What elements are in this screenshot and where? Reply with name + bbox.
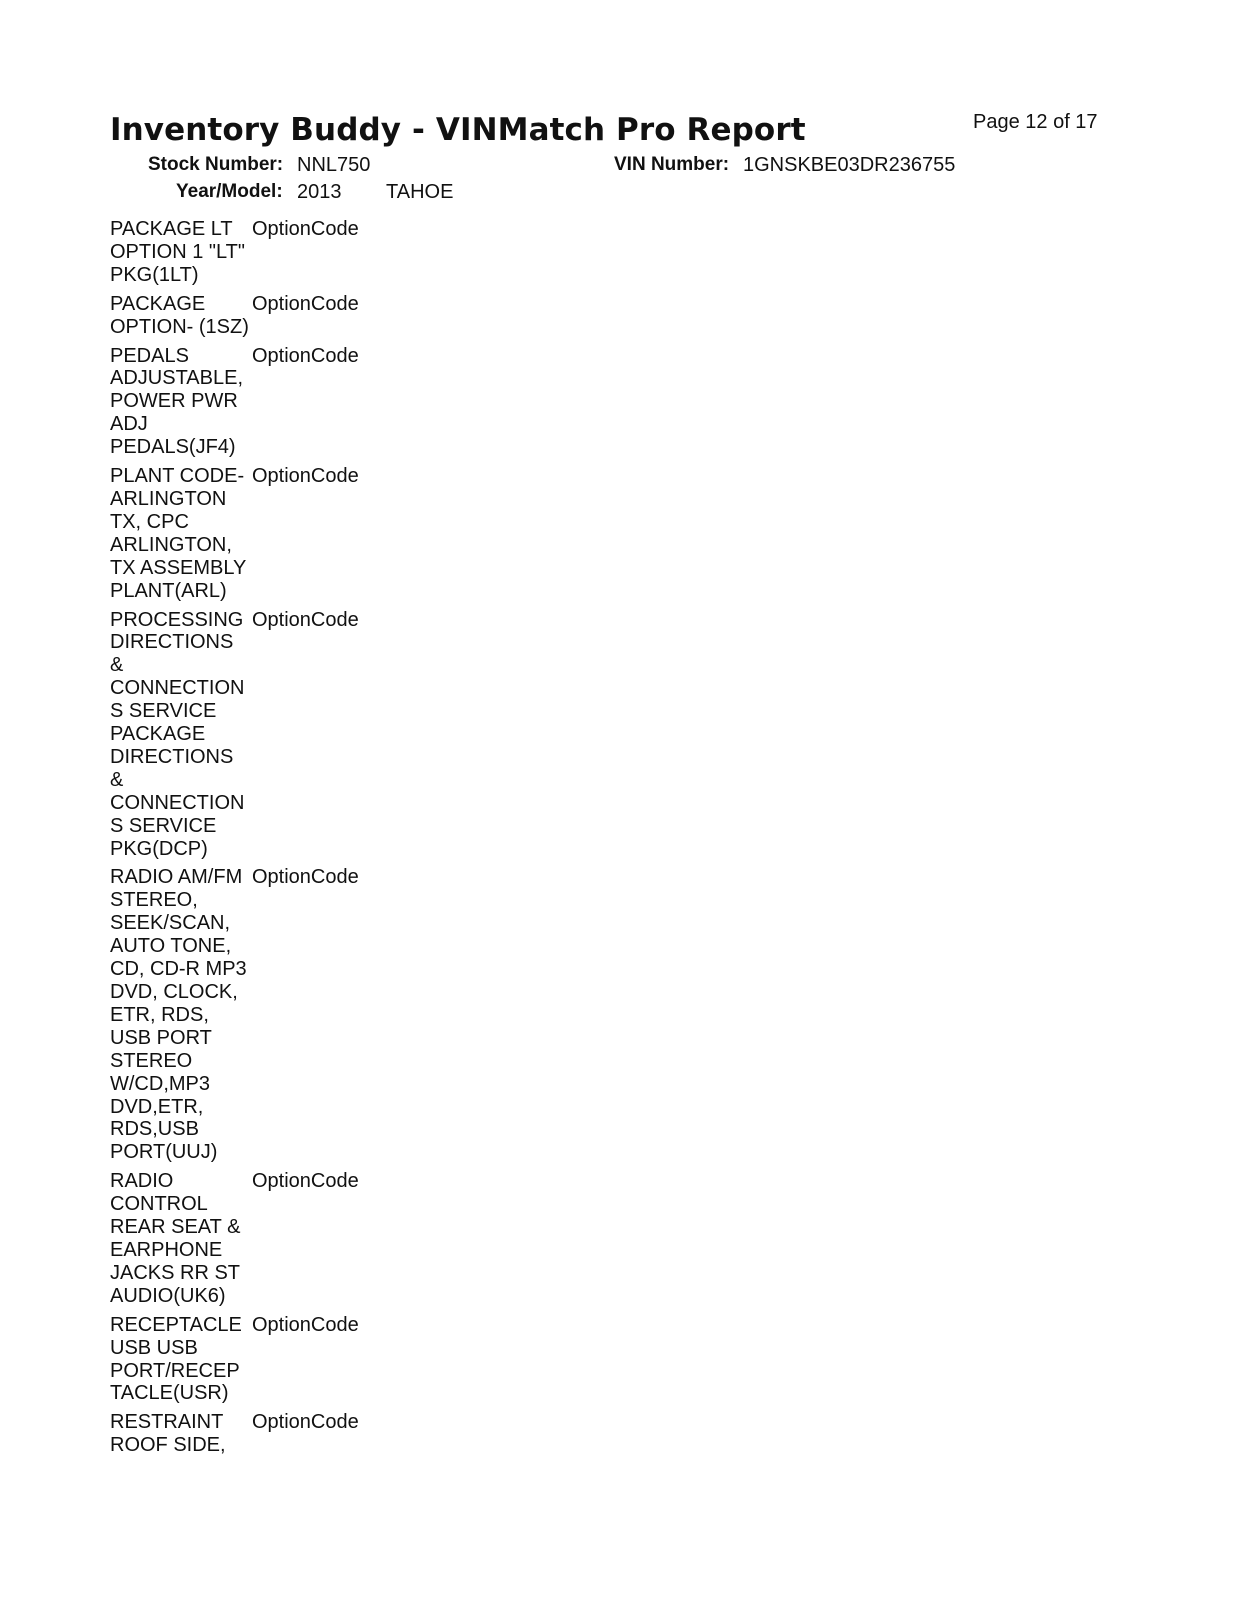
option-code: OptionCode bbox=[252, 608, 359, 631]
option-row bbox=[110, 293, 410, 339]
stock-number-label: Stock Number: bbox=[148, 154, 284, 175]
stock-number-value: NNL750 bbox=[297, 154, 371, 176]
option-code: OptionCode bbox=[252, 1313, 359, 1336]
option-row bbox=[110, 1314, 410, 1406]
option-description: RADIO CONTROL REAR SEAT & EARPHONE JACKS RR ST AUDIO(UK6) bbox=[110, 1170, 241, 1307]
option-description: PLANT CODE- ARLINGTON TX, CPC ARLINGTON, TX ASSEMBLY PLANT(ARL) bbox=[110, 465, 247, 602]
option-row bbox=[110, 345, 410, 460]
option-description: PACKAGE OPTION- (1SZ) bbox=[110, 292, 249, 338]
option-description: RADIO AM/FM STEREO, SEEK/SCAN, AUTO TONE, CD, CD-R MP3 DVD, CLOCK, ETR, RDS, USB PORT STEREO W/CD,MP3 DVD,ETR, RDS,USB PORT(UUJ) bbox=[110, 866, 247, 1164]
option-code: OptionCode bbox=[252, 1411, 359, 1434]
option-description: PROCESSING DIRECTIONS & CONNECTION S SERVICE PACKAGE DIRECTIONS & CONNECTION S SERVICE PKG(DCP) bbox=[110, 608, 245, 860]
option-description: RECEPTACLE USB USB PORT/RECEP TACLE(USR) bbox=[110, 1313, 242, 1405]
report-title: Inventory Buddy - VINMatch Pro Report bbox=[110, 112, 806, 148]
option-row bbox=[110, 218, 410, 287]
option-list bbox=[110, 218, 410, 1463]
option-code: OptionCode bbox=[252, 218, 359, 240]
page-number: Page 12 of 17 bbox=[973, 111, 1098, 133]
option-description: PACKAGE LT OPTION 1 "LT" PKG(1LT) bbox=[110, 218, 245, 286]
option-row bbox=[110, 465, 410, 602]
model-value: TAHOE bbox=[386, 181, 454, 203]
option-row bbox=[110, 609, 410, 861]
year-model-label: Year/Model: bbox=[176, 181, 283, 202]
option-description: RESTRAINT ROOF SIDE, bbox=[110, 1411, 226, 1457]
option-description: PEDALS ADJUSTABLE, POWER PWR ADJ PEDALS(JF4) bbox=[110, 344, 243, 459]
option-code: OptionCode bbox=[252, 866, 359, 889]
option-code: OptionCode bbox=[252, 1170, 359, 1193]
vin-number-label: VIN Number: bbox=[614, 154, 730, 175]
option-row bbox=[110, 1170, 410, 1307]
year-value: 2013 bbox=[297, 181, 342, 203]
option-code: OptionCode bbox=[252, 465, 359, 488]
vin-number-value: 1GNSKBE03DR236755 bbox=[743, 154, 956, 176]
option-code: OptionCode bbox=[252, 344, 359, 367]
option-code: OptionCode bbox=[252, 292, 359, 315]
option-row bbox=[110, 866, 410, 1164]
option-row bbox=[110, 1411, 410, 1457]
